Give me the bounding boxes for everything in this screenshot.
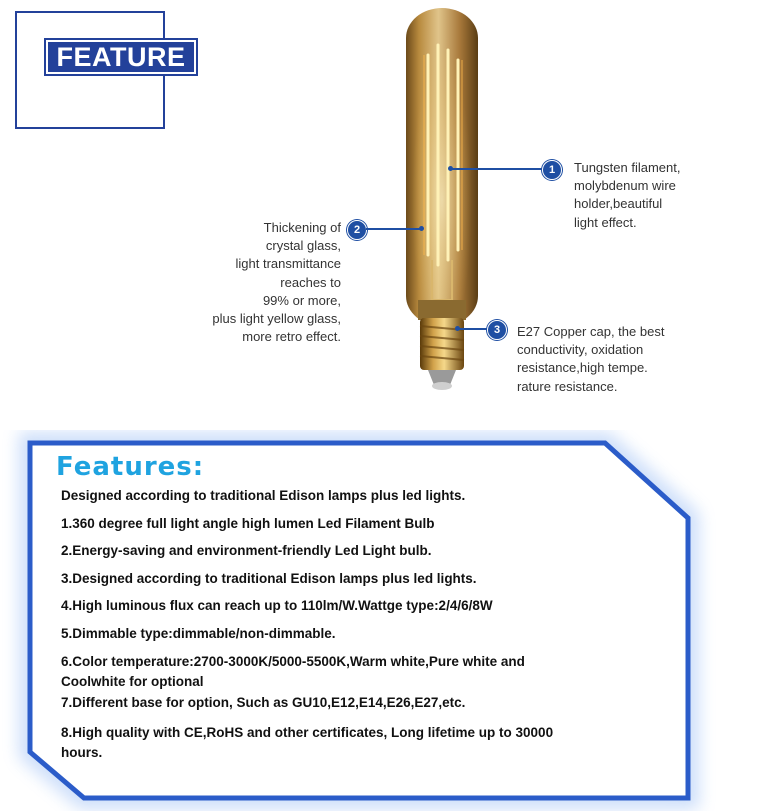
feature-item: 6.Color temperature:2700-3000K/5000-5500K,Warm white,Pure white and bbox=[61, 654, 525, 669]
callout-1-badge: 1 bbox=[542, 160, 562, 180]
feature-item: Designed according to traditional Edison lamps plus led lights. bbox=[61, 488, 466, 503]
callout-3-badge: 3 bbox=[487, 320, 507, 340]
callout-2-line bbox=[366, 228, 421, 230]
feature-item: Coolwhite for optional bbox=[61, 674, 204, 689]
features-title: Features: bbox=[56, 452, 205, 482]
feature-item: 1.360 degree full light angle high lumen Led Filament Bulb bbox=[61, 516, 435, 531]
feature-item: 4.High luminous flux can reach up to 110lm/W.Wattge type:2/4/6/8W bbox=[61, 598, 493, 613]
feature-item: 8.High quality with CE,RoHS and other certificates, Long lifetime up to 30000 bbox=[61, 725, 554, 740]
bulb-illustration bbox=[380, 0, 520, 400]
callout-2-badge: 2 bbox=[347, 220, 367, 240]
callout-1-text: Tungsten filament, molybdenum wire holder,beautiful light effect. bbox=[574, 160, 681, 230]
feature-item: 2.Energy-saving and environment-friendly Led Light bulb. bbox=[61, 543, 432, 558]
feature-item: 7.Different base for option, Such as GU10,E12,E14,E26,E27,etc. bbox=[61, 695, 466, 710]
feature-item: hours. bbox=[61, 745, 103, 760]
callout-3-text: E27 Copper cap, the best conductivity, oxidation resistance,high tempe. rature resistance. bbox=[517, 324, 665, 394]
callout-2-text: Thickening of crystal glass, light transmittance reaches to 99% or more, plus light yellow glass, more retro effect. bbox=[212, 220, 341, 345]
feature-badge: FEATURE bbox=[46, 40, 196, 74]
callout-3-line bbox=[459, 328, 489, 330]
callout-2-dot bbox=[419, 226, 424, 231]
feature-item: 5.Dimmable type:dimmable/non-dimmable. bbox=[61, 626, 336, 641]
feature-item: 3.Designed according to traditional Edison lamps plus led lights. bbox=[61, 571, 477, 586]
callout-1-line bbox=[452, 168, 544, 170]
